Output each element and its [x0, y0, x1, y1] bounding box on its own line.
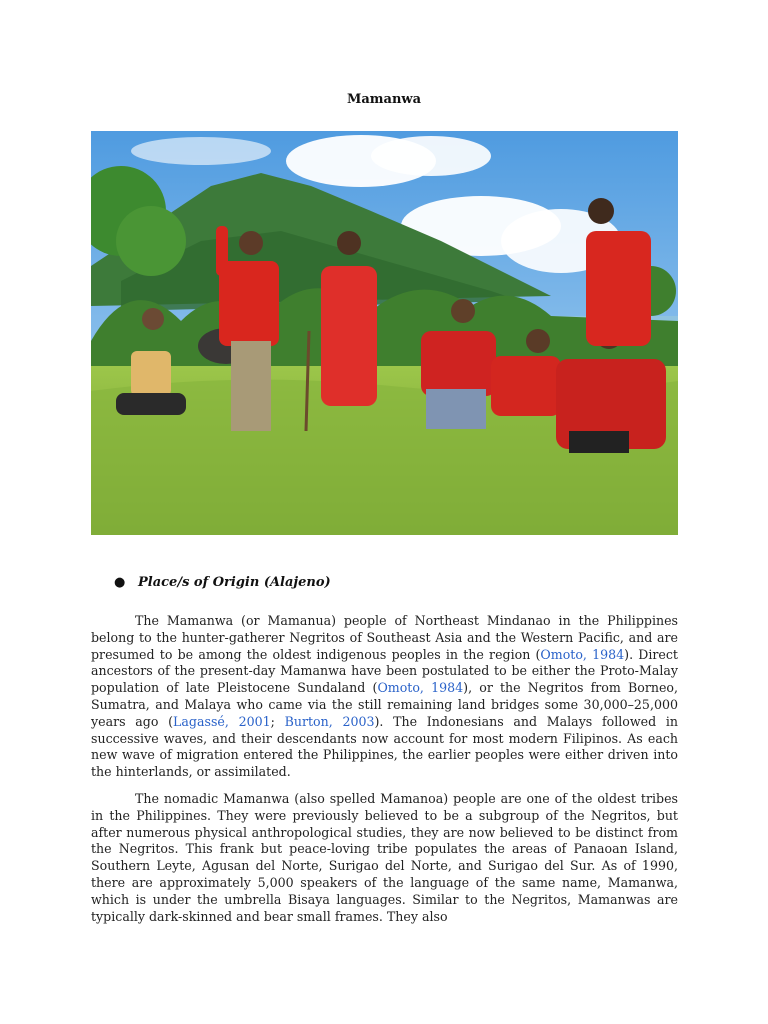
paragraph-text: ). The Indonesians and Malays followed in successive waves, and their descendants now account for most modern Filipinos. As each new wave of migration entered the Philippines, the earlier peoples were either driven into the hinterlands, or assimilated.	[91, 713, 678, 780]
citation-link[interactable]: Burton, 2003	[284, 713, 375, 729]
citation-link[interactable]: Lagassé, 2001	[173, 713, 271, 729]
paragraph-text: The Mamanwa (or Mamanua) people of Northeast Mindanao in the Philippines belong to the hunter-gatherer Negritos of Southeast Asia and the Western Pacific, and are presumed to be among the oldest indigenous peoples in the region (	[91, 613, 678, 662]
section-heading-text: Place/s of Origin (Alajeno)	[138, 575, 331, 590]
paragraph-text: ), or the Negritos from Borneo, Sumatra, and Malaya who came via the still remaining land bridges some 30,000–25,000 years ago (	[91, 680, 678, 729]
citation-link[interactable]: Omoto, 1984	[540, 646, 625, 662]
tribe-photo	[91, 131, 678, 535]
paragraph-text: The nomadic Mamanwa (also spelled Mamanoa) people are one of the oldest tribes in the Philippines. They were previously believed to be a subgroup of the Negritos, but after numerous physical anthropological studies, they are now believed to be distinct from the Negritos. This frank but peace-loving tribe populates the areas of Panaoan Island, Southern Leyte, Agusan del Norte, Surigao del Norte, and Surigao del Sur. As of 1990, there are approximately 5,000 speakers of the language of the same name, Mamanwa, which is under the umbrella Bisaya languages. Similar to the Negritos, Mamanwas are typically dark-skinned and bear small frames. They also	[91, 791, 678, 924]
paragraph-description	[91, 791, 678, 925]
paragraph-text: ;	[270, 713, 285, 729]
section-heading	[114, 575, 331, 590]
paragraph-text: ). Direct ancestors of the present-day Mamanwa have been postulated to be either the Proto-Malay population of late Pleistocene Sundaland (	[91, 646, 678, 696]
bullet-icon: ●	[114, 575, 126, 590]
paragraph-origin	[91, 613, 678, 781]
citation-link[interactable]: Omoto, 1984	[377, 680, 464, 696]
document-title: Mamanwa	[346, 92, 422, 107]
